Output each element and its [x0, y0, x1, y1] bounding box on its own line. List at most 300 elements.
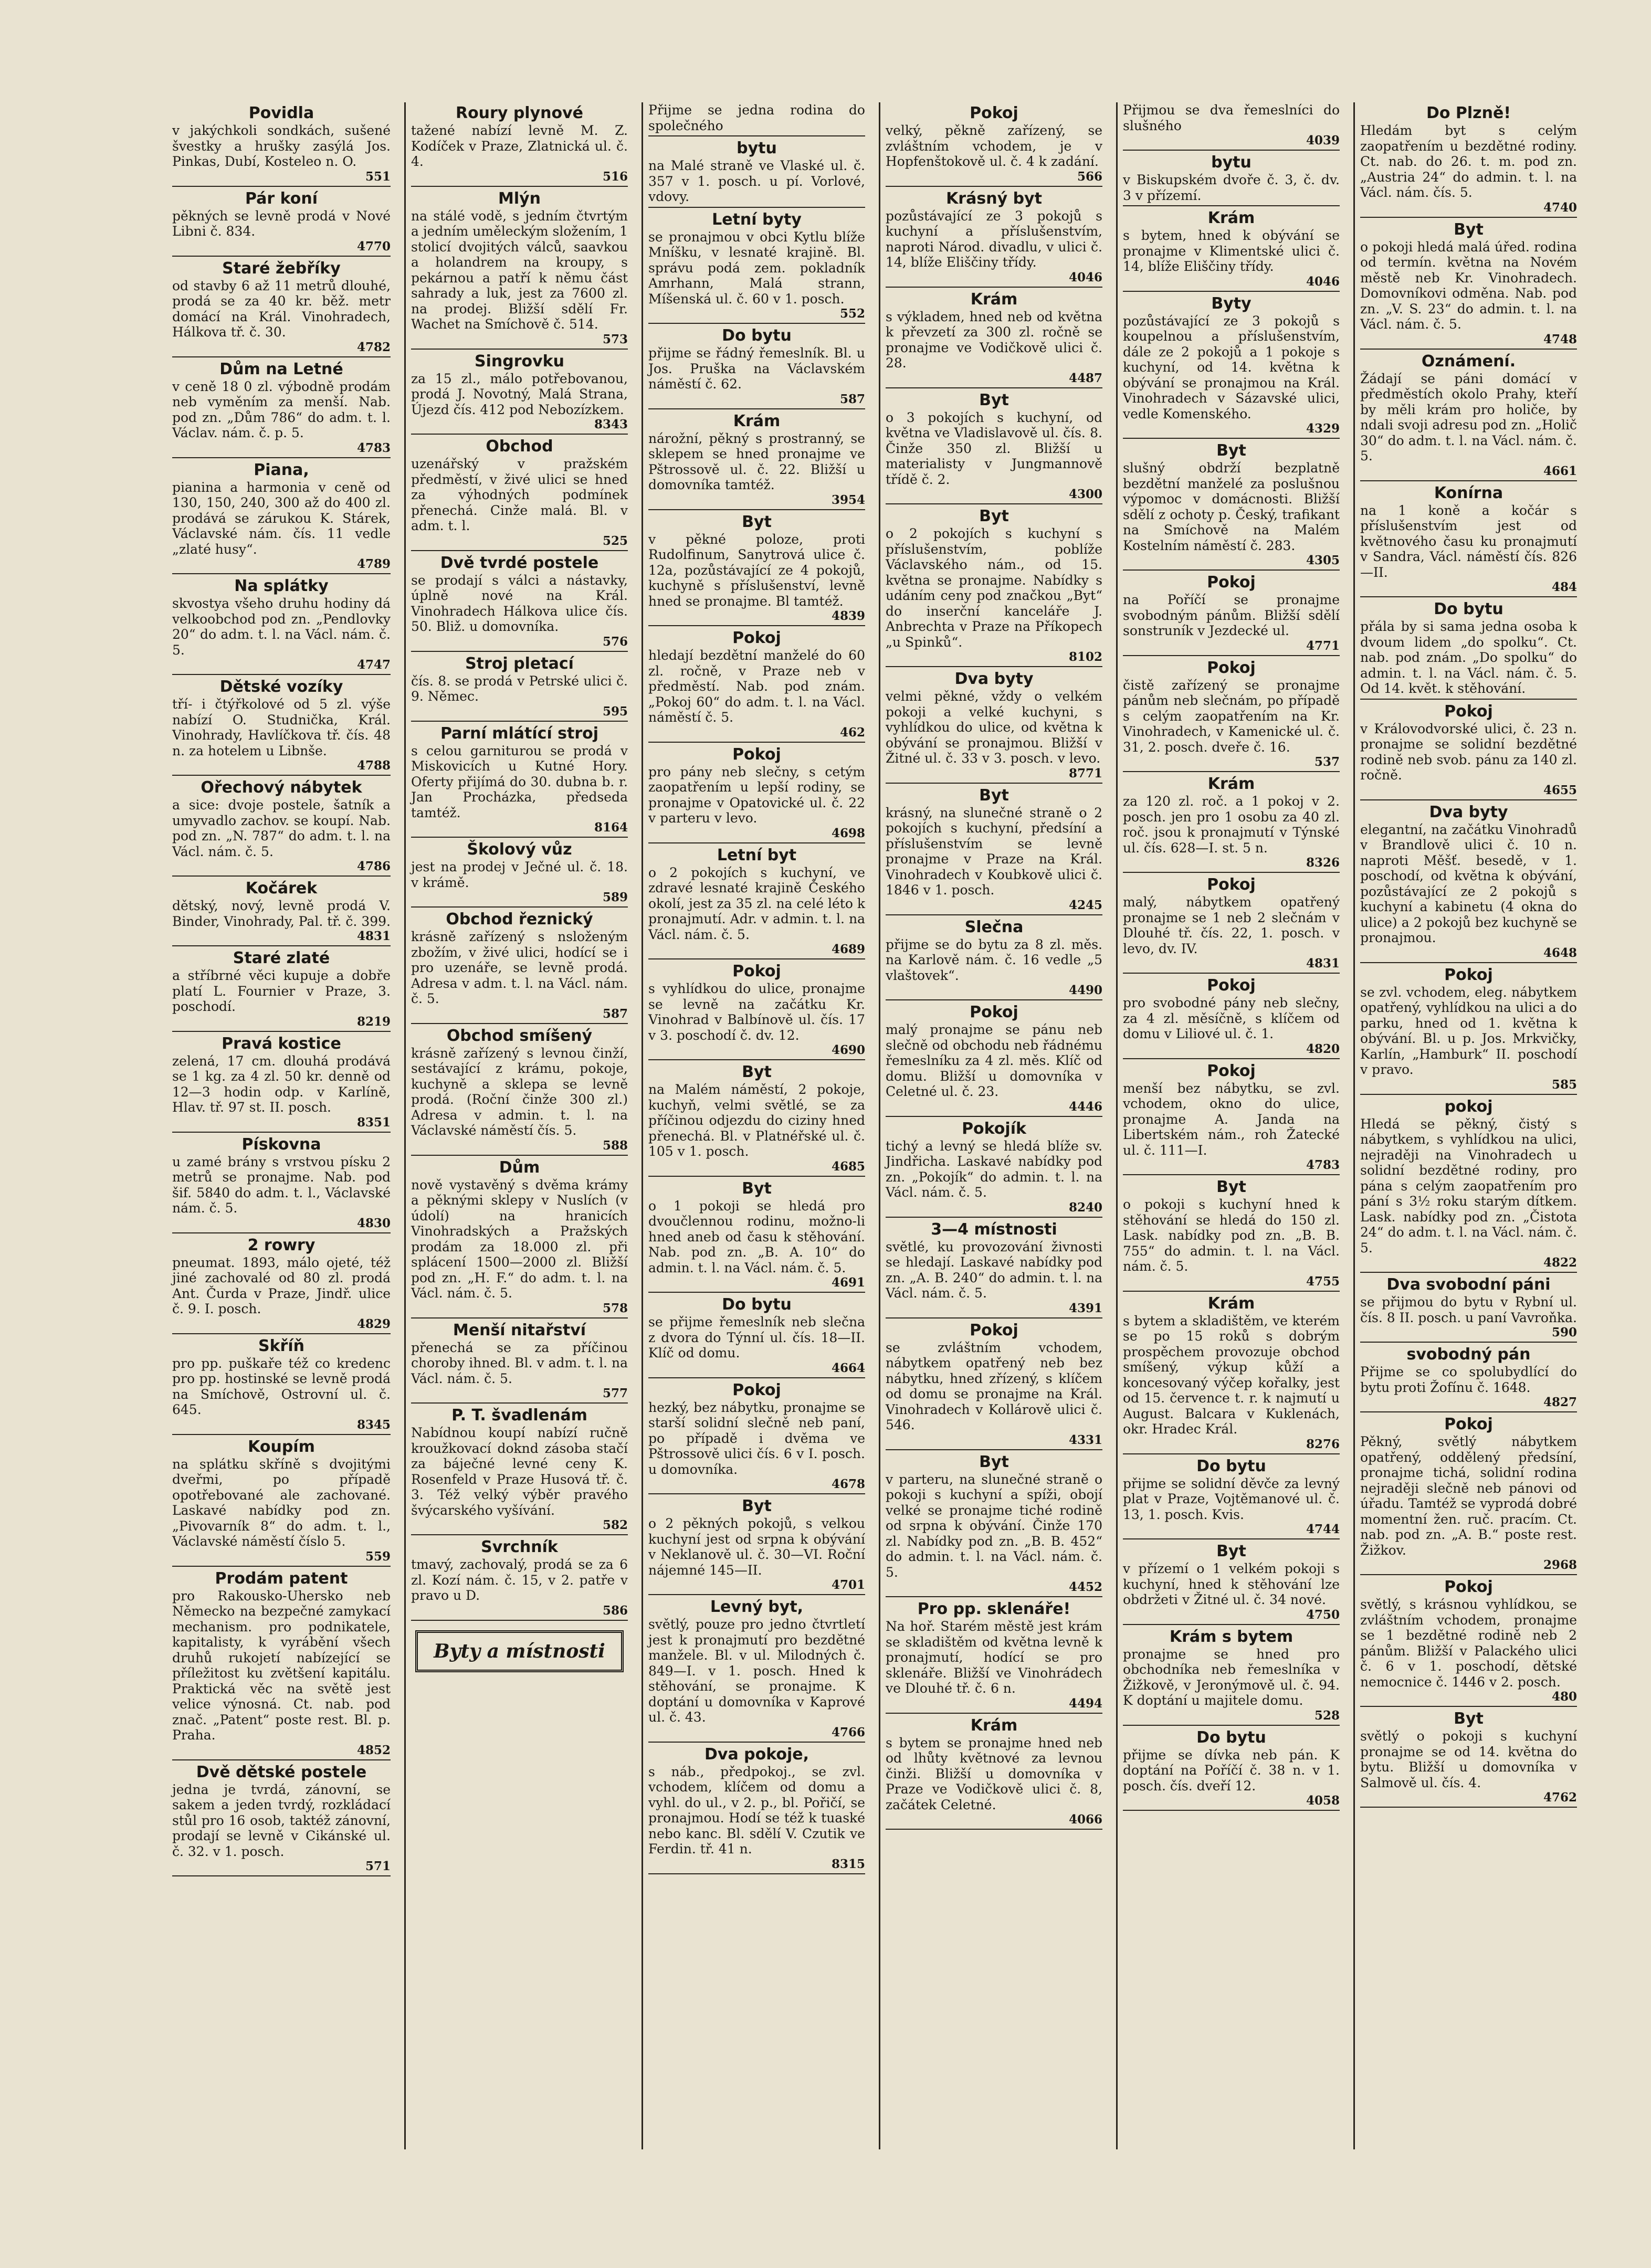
classified-ad [411, 554, 628, 652]
ad-number: 4494 [1068, 1696, 1102, 1711]
column-1 [167, 102, 396, 2149]
ad-divider [1123, 205, 1340, 206]
ad-number: 559 [365, 1549, 391, 1564]
classified-ad [172, 1136, 391, 1233]
ad-text: jedna je tvrdá, zánovní, se sakem a jeden tvrdý, rozkládací stůl pro 16 osob, taktéž zánovní, prodají se levně v Cikánské ul. č. 32. v 1. posch. [172, 1781, 391, 1859]
ad-text: na Malém náměstí, 2 pokoje, kuchyň, velmi světlé, se za příčinou odjezdu do ciziny hned přenechá. Bl. v Platnéřské ul. č. 105 v 1. posch. [648, 1082, 865, 1159]
ad-number: 4329 [1306, 421, 1340, 436]
classified-ad [172, 950, 391, 1032]
classified-ad [172, 1438, 391, 1567]
ad-divider [411, 186, 628, 187]
ad-text: hledají bezdětní manželé do 60 zl. ročně, v Praze neb v předměstí. Nab. pod znám. „Pokoj 60“ do adm. t. l. na Václ. náměstí č. 5. [648, 648, 865, 725]
ad-number: 571 [365, 1859, 391, 1873]
ad-text: nárožní, pěkný s prostranný, se sklepem se hned pronajme ve Pštrossově ul. č. 22. Bližší u domovníka tamtéž. [648, 430, 865, 492]
ad-divider [886, 1116, 1102, 1117]
ad-divider [1123, 771, 1340, 772]
column-6 [1353, 102, 1582, 2149]
ad-title: Byt [1216, 1542, 1246, 1560]
ad-title: Dvě dětské postele [196, 1763, 367, 1781]
ad-text: o pokoji hledá malá úřed. rodina od termín. května na Novém městě neb Kr. Vinohradech. Domovníkovi odměna. Nab. pod zn. „V. S. 23“ do admin. t. l. na Václ. nám. č. 5. [1360, 239, 1577, 332]
ad-text: světlý, pouze pro jedno čtvrtletí jest k pronajmutí pro bezdětné manžele. Bl. v ul. Milodných č. 849—I. v 1. posch. Hned k stěhování, se pronajme. K doptání u domovníka v Kaprové ul. č. 43. [648, 1617, 865, 1725]
ad-number: 8326 [1306, 856, 1340, 870]
classified-ad [1360, 353, 1577, 481]
classified-ad [886, 508, 1102, 667]
ad-number: 4839 [831, 609, 865, 623]
ad-divider [1123, 1725, 1340, 1726]
classified-ad [411, 1322, 628, 1404]
classified-ad [1123, 102, 1340, 151]
ad-text: světlý, s krásnou vyhlídkou, se zvláštním vchodem, pronajme se 1 bezdětné rodině neb 2 pánům. Bližší v Palackého ulici č. 6 v 1. poschodí, dětské nemocnice č. 1446 v 2. posch. [1360, 1597, 1577, 1690]
ad-text: se přijmou do bytu v Rybní ul. čís. 8 II. posch. u paní Vavroňka. [1360, 1294, 1577, 1325]
ad-title: P. T. švadlenám [451, 1406, 587, 1425]
ad-title: Pokoj [1444, 965, 1493, 984]
ad-divider [886, 387, 1102, 388]
ad-text: o pokoji s kuchyní hned k stěhování se hledá do 150 zl. Lask. nabídky pod zn. „B. B. 755“ do admin. t. l. na Václ. nám. č. 5. [1123, 1197, 1340, 1274]
ad-title: Pokoj [732, 629, 781, 647]
ad-divider [886, 1713, 1102, 1714]
ad-number: 4830 [356, 1216, 391, 1230]
ad-title: pokoj [1444, 1097, 1493, 1116]
classified-ad [886, 1453, 1102, 1598]
classified-ad [886, 1600, 1102, 1714]
ad-divider [648, 958, 865, 959]
ad-number: 587 [839, 392, 865, 406]
ad-divider [648, 1493, 865, 1494]
ad-text: a stříbrné věci kupuje a dobře platí L. Fournier v Praze, 3. poschodí. [172, 968, 391, 1014]
ad-number: 480 [1551, 1690, 1577, 1704]
classified-ad [1360, 484, 1577, 598]
classified-ad [172, 1570, 391, 1760]
ad-number: 4305 [1306, 553, 1340, 567]
column-2 [404, 102, 633, 2149]
ad-divider [411, 1534, 628, 1535]
ad-divider [1123, 655, 1340, 656]
ad-title: Pokoj [732, 1380, 781, 1399]
ad-title: Pokoj [1444, 1415, 1493, 1433]
classified-ad [886, 392, 1102, 505]
ad-divider [411, 434, 628, 435]
ad-number: 4750 [1306, 1607, 1340, 1622]
ad-text: za 15 zl., málo potřebovanou, prodá J. Novotný, Malá Strana, Újezd čís. 412 pod Nebozízkem. [411, 371, 628, 417]
ad-text: s vyhlídkou do ulice, pronajme se levně na začátku Kr. Vinohrad v Balbínově ul. čís. 17 v 3. poschodí č. dv. 12. [648, 981, 865, 1043]
ad-number: 8102 [1068, 650, 1102, 664]
classified-ad [1123, 574, 1340, 656]
ad-title: Pískovna [241, 1135, 321, 1154]
ad-divider [1123, 872, 1340, 873]
ad-divider [648, 323, 865, 324]
ad-divider [172, 1232, 391, 1233]
ad-divider [886, 287, 1102, 288]
classified-ad [411, 1407, 628, 1535]
ad-number: 4487 [1068, 371, 1102, 385]
ad-title: Konírna [1434, 483, 1503, 502]
ad-text: s bytem a skladištěm, ve kterém se po 15 roků s dobrým prospěchem provozuje obchod smíšený, výkup kůží a koncesovaný výčep kořalky, jest od 15. července t. r. k najmutí u August. Balcara v Kuklenách, okr. Hradec Král. [1123, 1313, 1340, 1437]
classified-ad [411, 841, 628, 908]
ad-title: Slečna [964, 917, 1024, 936]
ad-text: čís. 8. se prodá v Petrské ulici č. 9. Němec. [411, 673, 628, 704]
ad-title: Krám [733, 412, 781, 430]
classified-ad [172, 779, 391, 877]
ad-number: 4046 [1068, 270, 1102, 284]
classified-ad [1123, 154, 1340, 206]
ad-divider [1123, 1058, 1340, 1059]
ad-divider [886, 914, 1102, 915]
classified-ad [648, 963, 865, 1060]
ad-text: světlý o pokoji s kuchyní pronajme se od 14. května do bytu. Bližší u domovníka v Salmově ul. čís. 4. [1360, 1728, 1577, 1790]
ad-divider [648, 1742, 865, 1743]
ad-divider [172, 186, 391, 187]
ad-text: na Malé straně ve Vlaské ul. č. 357 v 1. posch. u pí. Vorlové, vdovy. [648, 158, 865, 204]
ad-text: přála by si sama jedna osoba k dvoum lidem „do spolku“. Ct. nab. pod znám. „Do spolku“ do admin. t. l. na Václ. nám. č. 5. Od 14. květ. k stěhování. [1360, 619, 1577, 696]
ad-text: hezký, bez nábytku, pronajme se starší solidní slečně neb paní, po případě i dvěma ve Pštrossově ulici čís. 6 v I. posch. u domovníka. [648, 1399, 865, 1477]
ad-title: Skříň [258, 1336, 304, 1355]
ad-number: 4691 [831, 1275, 865, 1290]
ad-number: 4770 [356, 239, 391, 254]
ad-divider [886, 1317, 1102, 1318]
ad-text: v přízemí o 1 velkém pokoji s kuchyní, hned k stěhování lze obdržeti v Žitné ul. č. 34 nové. [1123, 1561, 1340, 1607]
classified-ad [1123, 209, 1340, 292]
ad-title: Ořechový nábytek [201, 778, 362, 797]
classified-ad [648, 413, 865, 510]
ad-divider [172, 1434, 391, 1435]
classified-ad [1360, 1098, 1577, 1273]
ad-number: 4786 [356, 859, 391, 873]
classified-ad [886, 291, 1102, 388]
ad-title: Byt [979, 1452, 1009, 1471]
classified-ad [886, 787, 1102, 915]
ad-divider [648, 509, 865, 510]
ad-divider [172, 674, 391, 675]
ad-divider [1123, 569, 1340, 571]
ad-text: dětský, nový, levně prodá V. Binder, Vinohrady, Pal. tř. č. 399. [172, 898, 391, 929]
classified-ad [411, 1159, 628, 1318]
ad-title: Pokoj [1207, 573, 1256, 592]
ad-divider [172, 945, 391, 946]
ad-title: svobodný pán [1406, 1345, 1531, 1364]
ad-text: uzenářský v pražském předměstí, v živé ulici se hned za výhodných podmínek přenechá. Cinže malá. Bl. v adm. t. l. [411, 456, 628, 533]
ad-title: 2 rowry [247, 1236, 316, 1254]
ad-text: elegantní, na začátku Vinohradů v Brandlově ulici č. 10 n. naproti Měšť. besedě, v 1. poschodí, od května k obývání, pozůstávající ze 2 pokojů s kuchyní a kabinetu (4 okna do ulice) a 2 pokojů bez kuchyně se pronajmou. [1360, 821, 1577, 945]
classified-ad [886, 1004, 1102, 1117]
classified-ad [648, 1497, 865, 1595]
ad-text: nově vystavěný s dvěma krámy a pěknými sklepy v Nuslích (v údolí) na hranicích Vinohradských a Pražských prodám za 18.000 zl. při splácení 1500—2000 zl. Bližší pod zn. „H. F.“ do adm. t. l. na Václ. nám. č. 5. [411, 1177, 628, 1301]
ad-number: 2968 [1543, 1558, 1577, 1572]
ad-number: 528 [1314, 1708, 1340, 1723]
ad-title: Byt [979, 507, 1009, 525]
ad-divider [172, 1031, 391, 1032]
ad-title: Stroj pletací [465, 654, 574, 673]
ad-text: v Biskupském dvoře č. 3, č. dv. 3 v přízemí. [1123, 172, 1340, 203]
ad-title: Obchod [486, 437, 553, 456]
ad-title: Do Plzně! [1426, 104, 1511, 122]
classified-ad [1360, 804, 1577, 963]
ad-divider [172, 356, 391, 357]
ad-title: Pokojík [962, 1119, 1026, 1138]
column-5 [1116, 102, 1345, 2149]
classified-ad [172, 1337, 391, 1435]
ad-text: přijme se solidní děvče za levný plat v Praze, Vojtěmanové ul. č. 13, 1. posch. Kvis. [1123, 1475, 1340, 1522]
ad-title: Krám [970, 290, 1018, 309]
ad-text: menší bez nábytku, se zvl. vchodem, okno do ulice, pronajme A. Janda na Libertském nám., roh Žatecké ul. č. 111—I. [1123, 1080, 1340, 1158]
ad-text: s výkladem, hned neb od května k převzetí za 300 zl. ročně se pronajme ve Vodičkově ulici č. 28. [886, 309, 1102, 371]
ad-number: 4698 [831, 826, 865, 840]
ad-divider [648, 1176, 865, 1177]
ad-divider [1360, 596, 1577, 597]
ad-divider [411, 1155, 628, 1156]
ad-title: Byt [1454, 220, 1484, 239]
ad-text: krásně zařízený s levnou činží, sestávající z krámu, pokoje, kuchyně a sklepa se levně prodá. (Roční činže 300 zl.) Adresa v admin. t. l. na Václavské náměstí čís. 5. [411, 1045, 628, 1138]
classified-ad [648, 1598, 865, 1743]
ad-number: 8164 [594, 820, 628, 835]
ad-number: 4748 [1543, 332, 1577, 346]
ad-text: Přijme se jedna rodina do společného [648, 102, 865, 133]
classified-ad [411, 725, 628, 838]
ad-number: 4046 [1306, 274, 1340, 289]
ad-title: Pokoj [1207, 875, 1256, 894]
ad-title: Do bytu [1434, 600, 1503, 618]
ad-text: tmavý, zachovalý, prodá se za 6 zl. Kozí nám. č. 15, v 2. patře v pravo u D. [411, 1557, 628, 1603]
classified-ad [172, 1035, 391, 1133]
ad-number: 4747 [356, 658, 391, 672]
ad-divider [172, 1333, 391, 1334]
classified-ad [648, 102, 865, 136]
ad-divider [1360, 349, 1577, 350]
classified-ad [648, 1746, 865, 1874]
ad-title: Roury plynové [455, 104, 584, 122]
ad-title: Parní mlátící stroj [440, 724, 599, 743]
ad-text: o 2 pěkných pokojů, s velkou kuchyní jest od srpna k obývání v Neklanově ul. č. 30—VI. Roční nájemné 145—II. [648, 1516, 865, 1578]
classified-ad [648, 1063, 865, 1177]
ad-divider [886, 666, 1102, 667]
ad-divider [172, 875, 391, 877]
ad-number: 4655 [1543, 783, 1577, 797]
ad-number: 8345 [356, 1417, 391, 1432]
ad-text: na Poříčí se pronajme svobodným pánům. Bližší sdělí sonstruník v Jezdecké ul. [1123, 592, 1340, 638]
classified-ad [648, 746, 865, 843]
ad-number: 4766 [831, 1725, 865, 1739]
classified-ad [648, 1180, 865, 1293]
ad-divider [411, 1402, 628, 1404]
ad-title: Byt [742, 512, 772, 531]
ad-title: Singrovku [475, 352, 564, 371]
ad-title: Dva svobodní páni [1386, 1275, 1551, 1294]
ad-text: o 2 pokojích s kuchyní s příslušenstvím, poblíže Václavského nám., od 15. května se pronajme. Nabídky s udáním ceny pod značkou „Byt“ do inserční kanceláře J. Anbrechta v Praze na Příkopech „u Spinků“. [886, 526, 1102, 650]
ad-divider [648, 207, 865, 208]
ad-title: Pokoj [1444, 702, 1493, 721]
ad-title: Koupím [248, 1437, 315, 1456]
ad-title: Byty [1211, 294, 1252, 313]
ad-divider [1123, 438, 1340, 439]
ad-divider [1360, 217, 1577, 218]
ad-title: Krásný byt [946, 189, 1042, 208]
ad-divider [1360, 962, 1577, 963]
ad-number: 4788 [356, 758, 391, 773]
ad-divider [886, 186, 1102, 187]
ad-number: 525 [602, 533, 628, 548]
ad-text: pianina a harmonia v ceně od 130, 150, 240, 300 až do 400 zl. prodává se zárukou K. Stárek, Václavské nám. čís. 11 vedle „zlaté husy“. [172, 479, 391, 557]
ad-number: 4744 [1306, 1522, 1340, 1536]
ad-text: Přijme se co spolubydlící do bytu proti Žofínu č. 1648. [1360, 1364, 1577, 1395]
ad-number: 573 [602, 332, 628, 346]
ad-title: Krám [970, 1716, 1018, 1735]
ad-number: 589 [602, 890, 628, 904]
ad-title: Do bytu [722, 326, 792, 345]
ad-number: 3954 [831, 492, 865, 507]
classified-ad [1360, 104, 1577, 218]
classified-ad [1123, 442, 1340, 571]
classified-ad [886, 190, 1102, 288]
ad-number: 4701 [831, 1578, 865, 1592]
ad-title: Pokoj [1207, 1061, 1256, 1080]
ad-number: 590 [1551, 1325, 1577, 1339]
ad-divider [172, 1875, 391, 1876]
ad-divider [1360, 799, 1577, 800]
ad-text: s celou garniturou se prodá v Miskovicích u Kutné Hory. Oferty přijímá do 30. dubna b. r. Jan Procházka, předseda tamtéž. [411, 743, 628, 820]
ad-text: pro Rakousko-Uhersko neb Německo na bezpečné zamykací mechanism. pro podnikatele, kapitalisty, k vyrábění všech druhů rukojetí nabízející se příležitost ku zvětšení kapitálu. Praktická věc na světě jest velice výnosná. Ct. nab. pod znač. „Patent“ poste rest. Bl. p. Praha. [172, 1588, 391, 1743]
ad-number: 4820 [1306, 1041, 1340, 1056]
classified-ad [1360, 1416, 1577, 1575]
classified-ad [1360, 1276, 1577, 1343]
ad-number: 4740 [1543, 200, 1577, 215]
ad-number: 4245 [1068, 898, 1102, 912]
ad-number: 4685 [831, 1159, 865, 1174]
ad-number: 4762 [1543, 1790, 1577, 1805]
ad-title: bytu [1211, 153, 1252, 172]
classified-ad [411, 353, 628, 435]
classified-ad [648, 211, 865, 324]
ad-divider [1360, 1094, 1577, 1095]
classified-ad [1123, 876, 1340, 974]
ad-number: 4664 [831, 1360, 865, 1375]
ad-title: Obchod smíšený [446, 1026, 593, 1045]
ad-text: Pěkný, světlý nábytkem opatřený, oddělený předsíní, pronajme tichá, solidní rodina nejraději slečně neb pánovi od úřadu. Tamtéž se vyprodá dobré momentní žen. ruč. pracím. Ct. nab. pod zn. „A. B.“ poste rest. Žižkov. [1360, 1434, 1577, 1558]
classified-ad [411, 190, 628, 350]
classified-ad [411, 438, 628, 551]
ad-text: v Královodvorské ulici, č. 23 n. pronajme se solidní bezdětné rodině neb svob. pánu za 140 zl. ročně. [1360, 721, 1577, 783]
ad-text: pneumat. 1893, málo ojeté, též jiné zachovalé od 80 zl. prodá Ant. Čurda v Praze, Jindř. ulice č. 9. I. posch. [172, 1254, 391, 1316]
ad-title: Letní byt [717, 846, 797, 864]
ad-text: pěkných se levně prodá v Nové Libni č. 834. [172, 208, 391, 239]
ad-divider [172, 1759, 391, 1760]
ad-title: Byt [742, 1497, 772, 1515]
classified-ad [411, 655, 628, 722]
classified-ad [1123, 295, 1340, 439]
ad-title: Do bytu [1196, 1457, 1266, 1475]
ad-number: 4300 [1068, 487, 1102, 501]
ad-number: 588 [602, 1138, 628, 1153]
ad-divider [411, 721, 628, 722]
ad-title: Letní byty [712, 210, 802, 229]
ad-text: s bytem se pronajme hned neb od lhůty květnové za levnou činži. Bližší u domovníka v Praze ve Vodičkově ulici č. 8, začátek Celetné. [886, 1735, 1102, 1812]
ad-title: Pokoj [970, 104, 1018, 122]
ad-divider [1123, 1174, 1340, 1175]
ad-title: Kočárek [245, 879, 318, 898]
ad-number: 8315 [831, 1856, 865, 1871]
classified-ad [172, 361, 391, 458]
ad-number: 8351 [356, 1115, 391, 1130]
ad-number: 4782 [356, 340, 391, 354]
ad-title: Dva byty [1429, 803, 1508, 821]
ad-number: 582 [602, 1518, 628, 1532]
ad-text: v parteru, na slunečné straně o pokoji s kuchyní a spíži, obojí velké se pronajme tiché rodině od srpna k obývání. Činže 170 zl. Nabídky pod zn. „B. B. 452“ do admin. t. l. na Václ. nám. č. 5. [886, 1471, 1102, 1580]
classified-ad [648, 629, 865, 743]
ad-divider [1123, 1453, 1340, 1454]
classified-ad [172, 1764, 391, 1877]
ad-text: pro pp. puškaře též co kredenc pro pp. hostinské se levně prodá na Smíchově, Ostrovní ul. č. 645. [172, 1355, 391, 1417]
ad-number: 4490 [1068, 983, 1102, 997]
classified-ad [1123, 1729, 1340, 1811]
ad-title: Obchod řeznický [446, 910, 593, 929]
ad-text: zelená, 17 cm. dlouhá prodává se 1 kg. za 4 zl. 50 kr. denně od 12—3 hodin odp. v Karlíně, Hlav. tř. 97 st. II. posch. [172, 1053, 391, 1115]
ad-divider [648, 742, 865, 743]
ad-divider [648, 1292, 865, 1293]
classified-ad [1360, 221, 1577, 350]
ad-title: Krám s bytem [1169, 1627, 1294, 1646]
ad-text: o 3 pokojích s kuchyní, od května ve Vladislavově ul. čís. 8. Činže 350 zl. Bližší u materialisty v Jungmannově třídě č. 2. [886, 409, 1102, 487]
ad-text: o 2 pokojích s kuchyní, ve zdravé lesnaté krajině Českého okolí, jest za 35 zl. na celé léto k pronajmutí. Adr. v admin. t. l. na Václ. nám. č. 5. [648, 864, 865, 942]
ad-number: 4690 [831, 1043, 865, 1057]
ad-divider [411, 1620, 628, 1621]
classified-ad [886, 1717, 1102, 1830]
ad-title: Levný byt, [710, 1598, 804, 1616]
ad-text: se přijme řemeslník neb slečna z dvora do Týnní ul. čís. 18—II. Klíč od domu. [648, 1314, 865, 1360]
classified-ad [886, 670, 1102, 784]
ad-text: krásně zařízený s nsloženým zbožím, v živé ulici, hodící se i pro uzenáře, se levně prodá. Adresa v adm. t. l. na Václ. nám. č. 5. [411, 929, 628, 1006]
ad-number: 516 [602, 169, 628, 184]
classified-ad [886, 919, 1102, 1001]
classified-ad [1360, 966, 1577, 1095]
ad-divider [411, 1317, 628, 1318]
classified-ad [1360, 703, 1577, 800]
ad-divider [1123, 150, 1340, 151]
ad-text: přijme se dívka neb pán. K doptání na Poříčí č. 38 n. v 1. posch. čís. dveří 12. [1123, 1747, 1340, 1794]
classified-ad [1123, 1178, 1340, 1292]
ad-title: Pokoj [970, 1003, 1018, 1021]
ad-number: 576 [602, 634, 628, 649]
ad-number: 4661 [1543, 463, 1577, 478]
ad-divider [648, 1377, 865, 1378]
classified-ad [172, 104, 391, 187]
ad-text: pro svobodné pány neb slečny, za 4 zl. měsíčně, s klíčem od domu v Liliové ul. č. 1. [1123, 995, 1340, 1041]
ad-divider [1360, 1706, 1577, 1707]
ad-divider [1360, 480, 1577, 481]
ad-divider [648, 625, 865, 626]
ad-title: Krám [1207, 209, 1255, 227]
ad-divider [648, 1594, 865, 1595]
classified-ad [172, 880, 391, 946]
newspaper-page [167, 102, 1632, 2149]
ad-title: Prodám patent [215, 1569, 348, 1588]
ad-number: 4039 [1306, 133, 1340, 147]
classified-ad [1360, 1710, 1577, 1808]
classified-ad [172, 1237, 391, 1334]
ad-title: Na splátky [234, 577, 329, 595]
classified-ad [886, 1120, 1102, 1218]
ad-text: přijme se do bytu za 8 zl. měs. na Karlově nám. č. 16 vedle „5 vlaštovek“. [886, 936, 1102, 983]
ad-text: Hledám byt s celým zaopatřením u bezdětné rodiny. Ct. nab. do 26. t. m. pod zn. „Austria 24“ do admin. t. l. na Václ. nám. čís. 5. [1360, 123, 1577, 200]
ad-text: s náb., předpokoj., se zvl. vchodem, klíčem od domu a vyhl. do ul., v 2. p., bl. Pořičí, se pronajmou. Hodí se též k tuaské nebo kanc. Bl. sdělí V. Czutik ve Ferdin. tř. 41 n. [648, 1764, 865, 1856]
ad-title: Dva pokoje, [704, 1745, 809, 1764]
ad-divider [648, 1873, 865, 1874]
classified-ad [1123, 775, 1340, 873]
ad-text: v ceně 18 0 zl. výbodně prodám neb vyměním za menší. Nab. pod zn. „Dům 786“ do adm. t. l. Václav. nám. č. p. 5. [172, 378, 391, 440]
ad-title: Staré žebříky [222, 259, 341, 278]
ad-number: 4058 [1306, 1794, 1340, 1808]
ad-text: světlé, ku provozování živnosti se hledají. Laskavé nabídky pod zn. „A. B. 240“ do admin. t. l. na Václ. nám. č. 5. [886, 1239, 1102, 1301]
ad-title: Pokoj [732, 745, 781, 764]
ad-divider [172, 775, 391, 776]
ad-number: 4446 [1068, 1099, 1102, 1114]
